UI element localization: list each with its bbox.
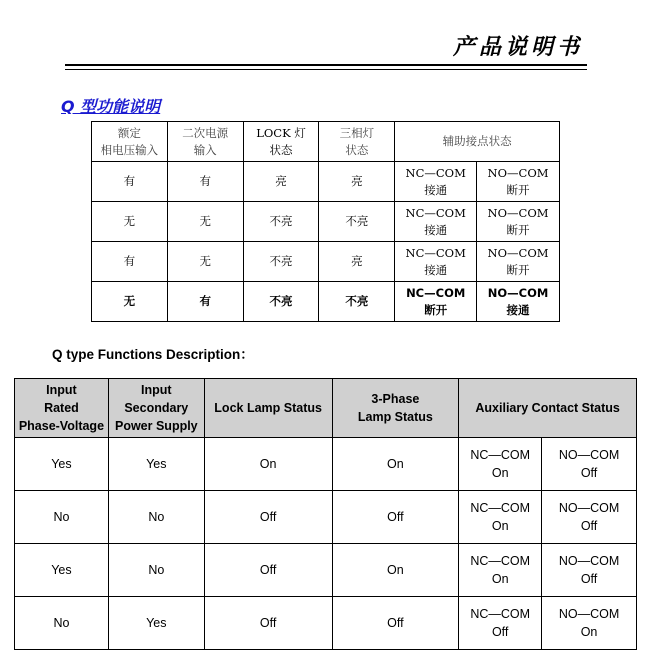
- cn-cell: 有: [167, 282, 243, 322]
- en-cell: Off: [332, 597, 459, 650]
- en-cell: Off: [204, 491, 332, 544]
- cn-cell: 无: [92, 202, 168, 242]
- cn-cell: 有: [92, 242, 168, 282]
- en-cell: On: [332, 438, 459, 491]
- en-cell: No: [15, 491, 109, 544]
- en-cell-nc: NC—COM Off: [459, 597, 542, 650]
- en-cell: Yes: [15, 544, 109, 597]
- en-row: [15, 491, 637, 544]
- cn-header-row: [92, 122, 560, 162]
- cn-cell-no: NO—COM 断开: [477, 242, 560, 282]
- cn-header-rated: 额定 相电压输入: [92, 122, 168, 162]
- en-cell-nc: NC—COM On: [459, 544, 542, 597]
- cn-cell: 不亮: [243, 202, 319, 242]
- en-cell-nc: NC—COM On: [459, 438, 542, 491]
- en-cell-nc: NC—COM On: [459, 491, 542, 544]
- en-cell: On: [332, 544, 459, 597]
- en-cell: Yes: [108, 438, 204, 491]
- en-row: [15, 597, 637, 650]
- cn-cell: 亮: [243, 162, 319, 202]
- cn-row: [92, 282, 560, 322]
- en-cell: No: [108, 491, 204, 544]
- en-cell: Off: [204, 544, 332, 597]
- en-header-rated: Input Rated Phase-Voltage: [15, 379, 109, 438]
- en-row: [15, 544, 637, 597]
- en-cell: Off: [204, 597, 332, 650]
- en-cell-no: NO—COM Off: [542, 438, 637, 491]
- en-cell-no: NO—COM On: [542, 597, 637, 650]
- en-header-secondary: Input Secondary Power Supply: [108, 379, 204, 438]
- en-section-heading: Q type Functions Description：: [52, 347, 254, 362]
- cn-cell: 有: [92, 162, 168, 202]
- en-header-aux: Auxiliary Contact Status: [459, 379, 637, 438]
- cn-row: [92, 162, 560, 202]
- en-header-lock: Lock Lamp Status: [204, 379, 332, 438]
- en-cell-no: NO—COM Off: [542, 491, 637, 544]
- en-header-row: [15, 379, 637, 438]
- cn-header-secondary: 二次电源 输入: [167, 122, 243, 162]
- header-rule-thin: [65, 69, 587, 70]
- cn-cell-no: NO—COM 断开: [477, 162, 560, 202]
- en-cell: On: [204, 438, 332, 491]
- cn-cell-nc: NC—COM 接通: [395, 242, 477, 282]
- cn-header-lock: LOCK 灯 状态: [243, 122, 319, 162]
- en-header-three-phase: 3-Phase Lamp Status: [332, 379, 459, 438]
- en-function-table: [14, 378, 637, 650]
- cn-cell: 亮: [319, 242, 395, 282]
- manual-title: 产品说明书: [452, 34, 583, 60]
- en-cell: Yes: [15, 438, 109, 491]
- cn-cell: 不亮: [243, 242, 319, 282]
- en-cell: No: [15, 597, 109, 650]
- header-rule: [65, 64, 587, 66]
- en-row: [15, 438, 637, 491]
- en-cell-no: NO—COM Off: [542, 544, 637, 597]
- cn-cell: 无: [167, 202, 243, 242]
- cn-cell-no: NO—COM 断开: [477, 202, 560, 242]
- cn-function-table: [91, 121, 560, 322]
- cn-cell: 亮: [319, 162, 395, 202]
- cn-row: [92, 242, 560, 282]
- cn-cell: 不亮: [319, 202, 395, 242]
- cn-row: [92, 202, 560, 242]
- cn-cell: 不亮: [319, 282, 395, 322]
- cn-cell-nc: NC—COM 接通: [395, 162, 477, 202]
- cn-cell: 有: [167, 162, 243, 202]
- cn-cell: 无: [167, 242, 243, 282]
- cn-cell-nc: NC—COM 断开: [395, 282, 477, 322]
- cn-cell-nc: NC—COM 接通: [395, 202, 477, 242]
- cn-header-three-phase: 三相灯 状态: [319, 122, 395, 162]
- en-cell: Off: [332, 491, 459, 544]
- cn-cell-no: NO—COM 接通: [477, 282, 560, 322]
- en-cell: Yes: [108, 597, 204, 650]
- en-cell: No: [108, 544, 204, 597]
- cn-cell: 无: [92, 282, 168, 322]
- cn-section-heading: Q 型功能说明: [61, 97, 161, 116]
- cn-header-aux: 辅助接点状态: [395, 122, 560, 162]
- cn-cell: 不亮: [243, 282, 319, 322]
